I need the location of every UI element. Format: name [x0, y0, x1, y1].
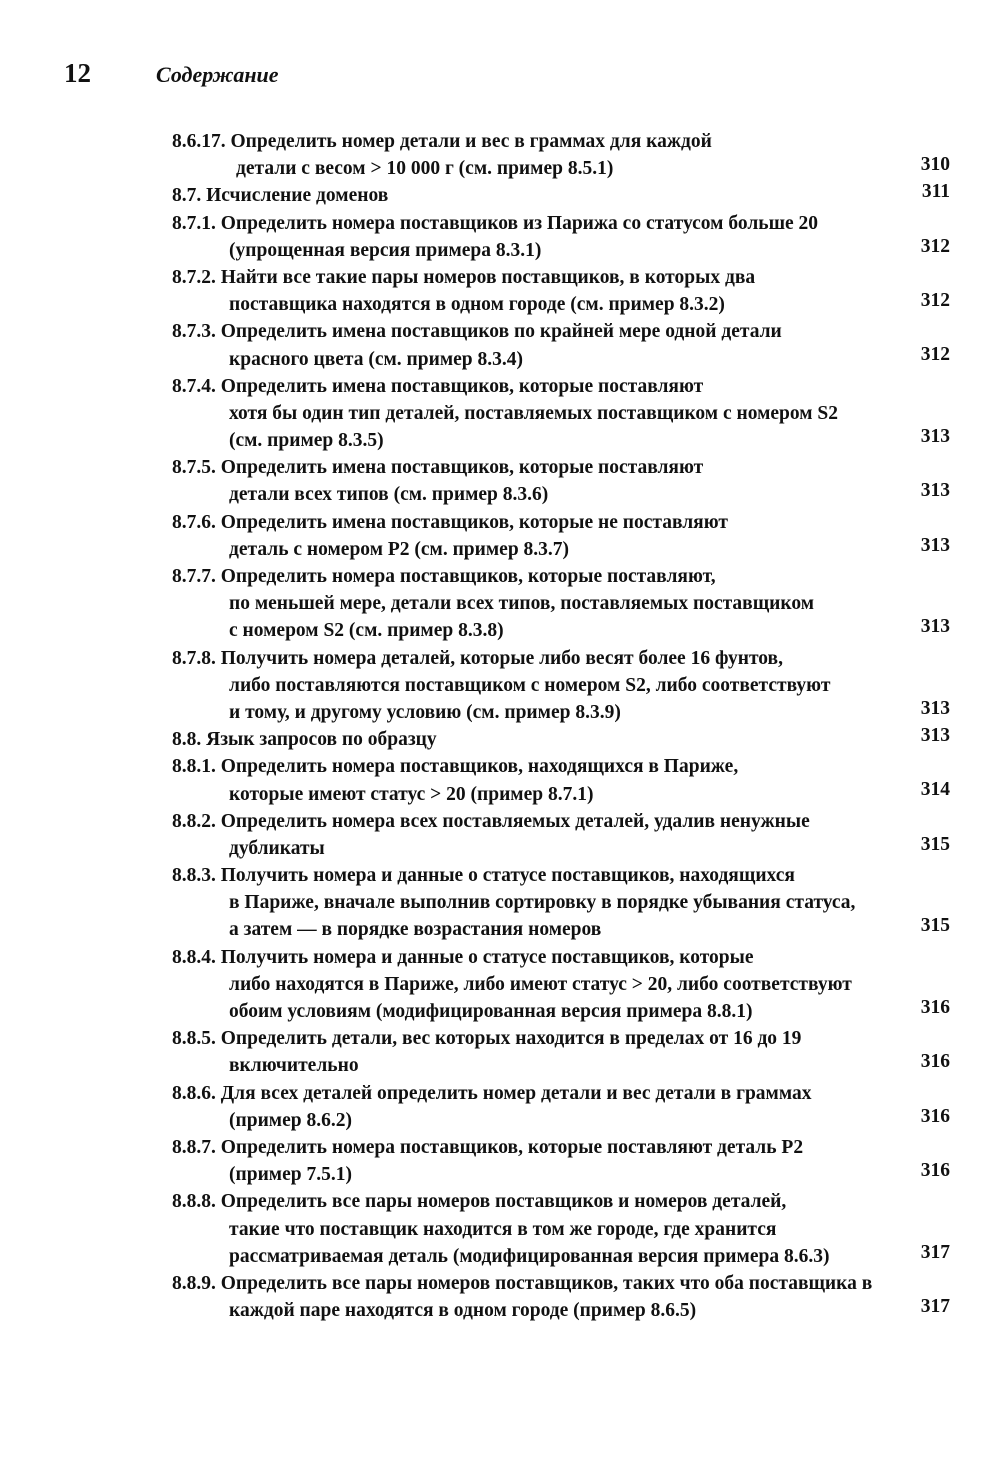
toc-entry-title-continuation: (см. пример 8.3.5): [229, 430, 384, 452]
toc-entry[interactable]: [172, 1188, 958, 1270]
table-of-contents: [172, 128, 958, 1324]
toc-entry-title: 8.6.17. Определить номер детали и вес в граммах для каждой: [172, 131, 712, 152]
toc-entry-title-continuation: (пример 8.6.2): [229, 1109, 352, 1131]
toc-entry-page-number: 316: [920, 996, 950, 1018]
toc-entry-page-number: 312: [920, 290, 950, 312]
toc-entry[interactable]: [172, 182, 958, 209]
toc-entry[interactable]: [172, 1025, 958, 1079]
toc-entry[interactable]: [172, 563, 958, 645]
toc-entry-title: 8.8.2. Определить номера всех поставляемых деталей, удалив ненужные: [172, 810, 810, 832]
toc-entry-page-number: 313: [920, 480, 950, 502]
toc-entry[interactable]: [172, 944, 958, 1026]
toc-entry-page-number: 316: [920, 1160, 950, 1182]
toc-entry-title-continuation: и тому, и другому условию (см. пример 8.3.9): [229, 701, 621, 723]
toc-entry-page-number: 312: [920, 344, 950, 366]
toc-entry-page-number: 313: [920, 697, 950, 719]
toc-entry[interactable]: [172, 808, 958, 862]
toc-entry-title-continuation: включительно: [229, 1055, 359, 1077]
toc-entry-title: 8.7.5. Определить имена поставщиков, которые поставляют: [172, 457, 704, 479]
toc-entry-page-number: 310: [920, 154, 950, 176]
toc-entry[interactable]: [172, 645, 958, 727]
toc-entry-title: 8.8.3. Получить номера и данные о статусе поставщиков, находящихся: [172, 865, 795, 887]
toc-entry-title: 8.7.6. Определить имена поставщиков, которые не поставляют: [172, 511, 728, 533]
toc-entry-title-continuation: (упрощенная версия примера 8.3.1): [229, 239, 542, 261]
toc-entry[interactable]: [172, 1270, 958, 1324]
toc-entry-page-number: 313: [920, 426, 950, 448]
toc-entry-title-continuation: красного цвета (см. пример 8.3.4): [229, 348, 523, 370]
toc-entry-title-continuation: по меньшей мере, детали всех типов, поставляемых поставщиком: [229, 593, 815, 615]
toc-entry-title: 8.7.2. Найти все такие пары номеров поставщиков, в которых два: [172, 266, 756, 288]
toc-entry-title: 8.7.8. Получить номера деталей, которые либо весят более 16 фунтов,: [172, 647, 783, 669]
toc-entry[interactable]: [172, 726, 958, 753]
toc-entry-title-continuation: которые имеют статус > 20 (пример 8.7.1): [229, 783, 594, 805]
toc-entry-title: 8.8.1. Определить номера поставщиков, находящихся в Париже,: [172, 756, 739, 778]
toc-entry-page-number: 315: [920, 833, 950, 855]
toc-entry[interactable]: [172, 753, 958, 807]
toc-entry-title: 8.7.3. Определить имена поставщиков по крайней мере одной детали: [172, 321, 782, 343]
toc-entry-page-number: 315: [920, 915, 950, 937]
toc-entry-title-continuation: обоим условиям (модифицированная версия примера 8.8.1): [229, 1001, 753, 1022]
toc-entry-title: 8.8.7. Определить номера поставщиков, которые поставляют деталь P2: [172, 1136, 804, 1158]
toc-entry-page-number: 312: [920, 235, 950, 257]
toc-entry[interactable]: [172, 210, 958, 264]
page-header: [64, 58, 279, 98]
toc-entry-title: 8.7.1. Определить номера поставщиков из Парижа со статусом больше 20: [172, 212, 819, 234]
toc-entry-title-continuation: такие что поставщик находится в том же городе, где хранится: [229, 1218, 777, 1240]
toc-entry-title: 8.8.4. Получить номера и данные о статусе поставщиков, которые: [172, 946, 754, 968]
toc-entry[interactable]: [172, 1080, 958, 1134]
toc-entry[interactable]: [172, 264, 958, 318]
toc-entry-title-continuation: деталь с номером P2 (см. пример 8.3.7): [229, 538, 570, 560]
toc-entry-title: 8.7.7. Определить номера поставщиков, которые поставляют,: [172, 566, 716, 587]
toc-entry-page-number: 316: [920, 1105, 950, 1127]
toc-entry[interactable]: [172, 128, 958, 182]
toc-entry-title-continuation: а затем — в порядке возрастания номеров: [229, 919, 602, 941]
toc-entry-title-continuation: (пример 7.5.1): [229, 1164, 352, 1186]
toc-entry-title-continuation: дубликаты: [229, 837, 325, 859]
toc-entry-page-number: 311: [921, 181, 950, 203]
toc-entry-title-continuation: детали всех типов (см. пример 8.3.6): [229, 484, 549, 506]
toc-entry[interactable]: [172, 318, 958, 372]
running-header-title: Содержание: [156, 62, 279, 87]
toc-entry-title: 8.8.8. Определить все пары номеров поставщиков и номеров деталей,: [172, 1191, 787, 1213]
toc-entry[interactable]: [172, 1134, 958, 1188]
toc-entry-title-continuation: детали с весом > 10 000 г (см. пример 8.5.1): [236, 158, 614, 180]
toc-entry-page-number: 313: [920, 534, 950, 556]
toc-entry[interactable]: [172, 862, 958, 944]
toc-entry-title-continuation: с номером S2 (см. пример 8.3.8): [229, 620, 504, 642]
toc-entry-title-continuation: либо поставляются поставщиком с номером S2, либо соответствуют: [229, 674, 831, 696]
toc-entry-page-number: 313: [920, 616, 950, 638]
toc-entry-title: 8.8. Язык запросов по образцу: [172, 729, 437, 751]
page-number: 12: [64, 58, 91, 88]
toc-entry-title-continuation: каждой паре находятся в одном городе (пример 8.6.5): [229, 1300, 697, 1322]
toc-entry-title: 8.8.6. Для всех деталей определить номер детали и вес детали в граммах: [172, 1082, 812, 1104]
toc-entry-title: 8.7. Исчисление доменов: [172, 185, 389, 207]
toc-entry-title-continuation: либо находятся в Париже, либо имеют статус > 20, либо соответствуют: [229, 973, 852, 995]
toc-entry-page-number: 317: [920, 1296, 950, 1318]
toc-entry-title: 8.8.5. Определить детали, вес которых находится в пределах от 16 до 19: [172, 1028, 802, 1050]
toc-entry-title-continuation: хотя бы один тип деталей, поставляемых поставщиком с номером S2: [229, 402, 839, 424]
toc-entry-title-continuation: рассматриваемая деталь (модифицированная версия примера 8.6.3): [229, 1245, 830, 1267]
toc-entry-page-number: 313: [920, 725, 950, 747]
toc-entry-title: 8.7.4. Определить имена поставщиков, которые поставляют: [172, 375, 704, 397]
toc-entry[interactable]: [172, 373, 958, 455]
toc-entry-page-number: 316: [920, 1051, 950, 1073]
toc-entry-title: 8.8.9. Определить все пары номеров поставщиков, таких что оба поставщика в: [172, 1272, 873, 1294]
toc-entry[interactable]: [172, 454, 958, 508]
toc-entry[interactable]: [172, 509, 958, 563]
toc-entry-title-continuation: поставщика находятся в одном городе (см. пример 8.3.2): [229, 294, 725, 316]
toc-entry-page-number: 317: [920, 1241, 950, 1263]
toc-entry-title-continuation: в Париже, вначале выполнив сортировку в порядке убывания статуса,: [229, 892, 856, 914]
toc-entry-page-number: 314: [920, 779, 950, 801]
